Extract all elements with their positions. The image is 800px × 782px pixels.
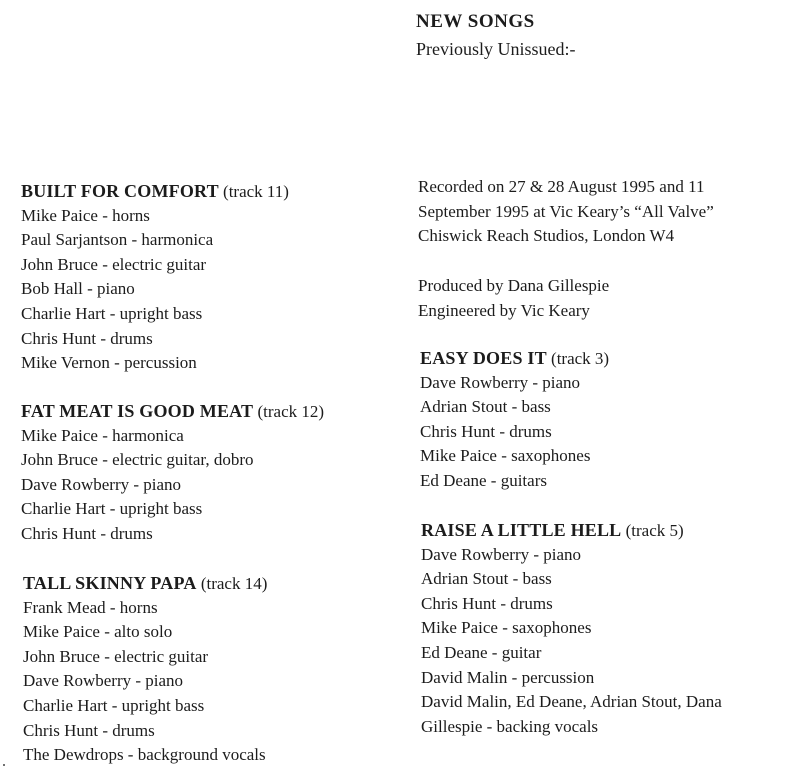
credit-line: Charlie Hart - upright bass (23, 695, 205, 715)
recording-info (418, 175, 714, 249)
song-easy-does-it (420, 346, 609, 494)
song-heading (21, 179, 289, 204)
production-credits (418, 274, 609, 323)
track-number: (track 5) (625, 521, 684, 540)
credit-line: Chris Hunt - drums (421, 593, 553, 613)
credit-line: Mike Paice - harmonica (21, 425, 184, 445)
track-number: (track 14) (200, 574, 268, 593)
page-subtitle: Previously Unissued:- (416, 39, 576, 59)
credit-line: Dave Rowberry - piano (420, 372, 581, 392)
credit-line: The Dewdrops - background vocals (23, 745, 266, 765)
song-raise-a-little-hell (421, 518, 722, 739)
song-heading (420, 346, 609, 371)
song-fat-meat-is-good-meat (21, 399, 324, 547)
credit-line: Adrian Stout - bass (421, 569, 552, 589)
song-heading (421, 518, 722, 543)
credit-line: Adrian Stout - bass (420, 397, 551, 417)
credit-line: Chris Hunt - drums (23, 720, 155, 740)
song-title: TALL SKINNY PAPA (23, 573, 197, 593)
credit-line: David Malin, Ed Deane, Adrian Stout, Dana (421, 692, 722, 712)
credit-line: Frank Mead - horns (23, 597, 158, 617)
recording-line: Chiswick Reach Studios, London W4 (418, 226, 675, 246)
credit-line: Mike Vernon - percussion (21, 353, 197, 373)
credit-line: Chris Hunt - drums (21, 328, 153, 348)
engineer-line: Engineered by Vic Keary (418, 300, 590, 320)
page-title: NEW SONGS (416, 11, 535, 32)
credit-line: Chris Hunt - drums (21, 523, 153, 543)
track-number: (track 3) (551, 349, 610, 368)
song-title: BUILT FOR COMFORT (21, 181, 219, 201)
credit-line: Mike Paice - horns (21, 205, 150, 225)
credit-line: John Bruce - electric guitar (21, 254, 207, 274)
scan-speck (3, 764, 5, 766)
credit-line: David Malin - percussion (421, 667, 595, 687)
producer-line: Produced by Dana Gillespie (418, 276, 610, 295)
song-title: EASY DOES IT (420, 348, 547, 368)
header (416, 8, 576, 62)
credit-line: Paul Sarjantson - harmonica (21, 230, 214, 250)
credit-line: Charlie Hart - upright bass (21, 499, 203, 519)
song-title: FAT MEAT IS GOOD MEAT (21, 401, 254, 421)
credit-line: Mike Paice - saxophones (421, 618, 592, 638)
song-heading (21, 399, 324, 424)
credit-line: John Bruce - electric guitar (23, 646, 209, 666)
credit-line: Dave Rowberry - piano (23, 671, 184, 691)
credit-line: Mike Paice - alto solo (23, 622, 173, 642)
track-number: (track 12) (257, 402, 325, 421)
credit-line: Gillespie - backing vocals (421, 716, 599, 736)
recording-line: Recorded on 27 & 28 August 1995 and 11 (418, 177, 705, 196)
credit-line: Ed Deane - guitar (421, 642, 542, 662)
credit-line: Charlie Hart - upright bass (21, 303, 203, 323)
song-tall-skinny-papa (23, 571, 267, 768)
song-title: RAISE A LITTLE HELL (421, 520, 622, 540)
track-number: (track 11) (223, 182, 289, 201)
credit-line: Dave Rowberry - piano (21, 474, 182, 494)
song-heading (23, 571, 267, 596)
recording-line: September 1995 at Vic Keary’s “All Valve” (418, 201, 714, 221)
credit-line: Chris Hunt - drums (420, 421, 552, 441)
credit-line: Mike Paice - saxophones (420, 446, 591, 466)
credit-line: Bob Hall - piano (21, 279, 135, 299)
credit-line: Ed Deane - guitars (420, 470, 547, 490)
credit-line: John Bruce - electric guitar, dobro (21, 450, 254, 470)
credit-line: Dave Rowberry - piano (421, 544, 582, 564)
song-built-for-comfort (21, 179, 289, 376)
